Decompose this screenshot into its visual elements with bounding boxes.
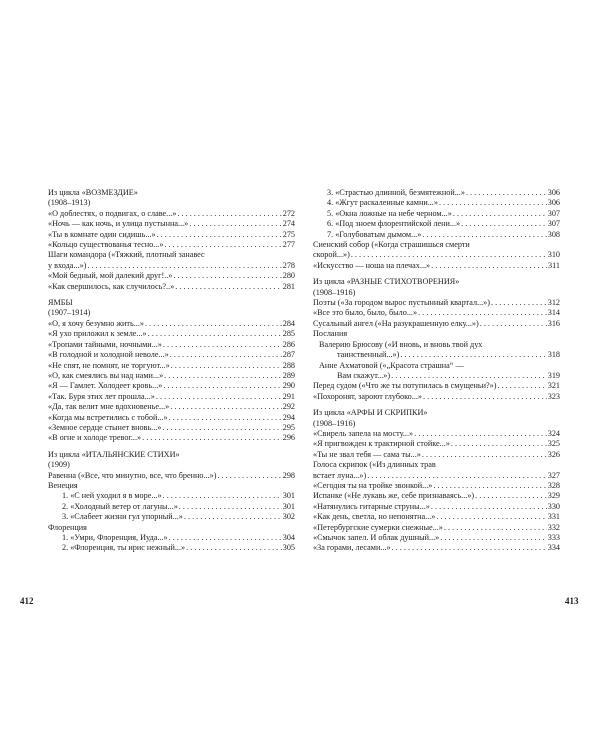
toc-entry-page: 291 <box>282 391 295 401</box>
toc-entry-page: 304 <box>282 533 295 542</box>
dot-leader <box>433 481 546 491</box>
toc-entry-title: 2. «Флоренция, ты ирис нежный...» <box>62 543 186 553</box>
toc-left-column <box>48 188 295 560</box>
dot-leader <box>431 261 547 271</box>
toc-entry-page: 318 <box>547 350 560 360</box>
dot-leader <box>422 230 546 240</box>
toc-entry <box>313 392 560 402</box>
dot-leader <box>175 282 282 292</box>
toc-entry-page: 326 <box>547 449 560 459</box>
page-number-left: 412 <box>20 596 34 606</box>
toc-entry-title: таинственный...») <box>337 350 400 360</box>
dot-leader <box>367 471 547 481</box>
toc-group-label: Флоренция <box>48 522 87 532</box>
toc-entry-page: 316 <box>547 318 560 328</box>
toc-entry <box>48 240 295 250</box>
dot-leader <box>177 209 281 219</box>
toc-entry-title: 1. «С ней уходил я в море...» <box>62 491 162 501</box>
dot-leader <box>169 533 282 543</box>
toc-entry-page: 278 <box>282 260 295 270</box>
toc-entry <box>48 543 295 553</box>
toc-entry <box>313 319 560 329</box>
toc-entry <box>48 350 295 360</box>
toc-entry-page: 308 <box>547 229 560 239</box>
dot-leader <box>148 329 282 339</box>
toc-entry-title: 5. «Окна ложные на небе черном...» <box>327 208 452 218</box>
toc-entry <box>48 261 295 271</box>
toc-entry-page: 324 <box>547 428 560 438</box>
toc-entry <box>48 319 295 329</box>
toc-section <box>48 450 295 554</box>
dot-leader <box>440 533 546 543</box>
dot-leader <box>461 219 547 229</box>
dot-leader <box>444 523 547 533</box>
toc-entry-title: «Так. Буря этих лет прошла...» <box>48 391 155 401</box>
toc-entry-title: встает луна...») <box>313 470 367 480</box>
dot-leader <box>497 381 546 391</box>
dot-leader <box>164 371 282 381</box>
toc-entry-title: «Смычок запел. И облак душный...» <box>313 533 440 542</box>
toc-entry <box>48 413 295 423</box>
toc-entry <box>48 512 295 522</box>
toc-entry-page: 290 <box>282 381 295 391</box>
toc-entry-page: 321 <box>547 381 560 391</box>
dot-leader <box>173 271 281 281</box>
toc-entry <box>313 523 560 533</box>
dot-leader <box>217 471 281 481</box>
toc-entry-title: Вам скажут...») <box>337 370 391 380</box>
toc-entry-title: «Я ухо приложил к земле...» <box>48 329 147 339</box>
dot-leader <box>391 371 547 381</box>
toc-section <box>48 298 295 444</box>
toc-entry-title: «Ты в комнате один сидишь...» <box>48 229 156 239</box>
toc-entry-page: 292 <box>282 402 295 412</box>
section-years: (1908–1916) <box>313 418 356 428</box>
toc-entry-page: 306 <box>547 198 560 208</box>
toc-entry-title: «Петербургские сумерки снежные...» <box>313 522 443 532</box>
section-heading: ЯМБЫ <box>48 298 73 308</box>
toc-entry-title: «За горами, лесами...» <box>313 543 391 553</box>
toc-entry-title: «Как день, светла, но непонятна...» <box>313 512 436 522</box>
section-heading: Из цикла «РАЗНЫЕ СТИХОТВОРЕНИЯ» <box>313 277 460 287</box>
toc-entry-title: 1. «Умри, Флоренция, Иуда...» <box>62 533 168 542</box>
toc-entry <box>48 282 295 292</box>
dot-leader <box>466 188 547 198</box>
dot-leader <box>439 198 547 208</box>
dot-leader <box>163 491 282 501</box>
toc-entry-page: 272 <box>282 208 295 218</box>
toc-entry-page: 294 <box>282 412 295 422</box>
toc-entry <box>313 219 560 229</box>
toc-entry-title: «Кольцо существованья тесно...» <box>48 240 164 250</box>
toc-group-label: Послания <box>313 329 348 339</box>
toc-entry <box>313 261 560 271</box>
toc-entry-title: 3. «Страстью длинной, безмятежной...» <box>327 188 465 197</box>
toc-entry <box>313 250 560 260</box>
toc-entry <box>48 471 295 481</box>
toc-entry-title: «В голодной и холодной неволе...» <box>48 350 169 360</box>
toc-entry-title: «В огне и холоде тревог...» <box>48 433 142 443</box>
dot-leader <box>163 381 281 391</box>
toc-entry-title: «Да, так велит мне вдохновенье...» <box>48 402 170 412</box>
toc-entry <box>313 439 560 449</box>
toc-entry-page: 285 <box>282 329 295 339</box>
toc-section <box>48 188 295 292</box>
toc-entry-page: 306 <box>547 188 560 197</box>
toc-entry <box>48 491 295 501</box>
toc-entry <box>313 491 560 501</box>
dot-leader <box>142 433 282 443</box>
toc-entry-page: 333 <box>547 533 560 542</box>
toc-entry-page: 280 <box>282 271 295 281</box>
dot-leader <box>162 423 281 433</box>
dot-leader <box>145 319 282 329</box>
toc-entry-first-line: Валерию Брюсову («И вновь, и вновь твой дух <box>319 339 483 349</box>
toc-entry <box>48 371 295 381</box>
toc-entry-title: «Я пригвожден к трактирной стойке...» <box>313 439 450 449</box>
toc-entry <box>313 429 560 439</box>
section-years: (1908–1913) <box>48 198 91 208</box>
toc-entry-title: «О доблестях, о подвигах, о славе...» <box>48 208 177 218</box>
dot-leader <box>156 392 282 402</box>
toc-entry-page: 305 <box>282 543 295 553</box>
toc-entry-page: 287 <box>282 350 295 360</box>
toc-entry-page: 275 <box>282 229 295 239</box>
toc-entry-page: 302 <box>282 512 295 522</box>
dot-leader <box>157 230 282 240</box>
dot-leader <box>418 308 547 318</box>
section-heading: Из цикла «ИТАЛЬЯНСКИЕ СТИХИ» <box>48 449 180 459</box>
toc-entry-title: «Как свершилось, как случилось?..» <box>48 281 175 291</box>
toc-entry-page: 289 <box>282 370 295 380</box>
toc-entry-title: «Ты не звал тебя — сама ты...» <box>313 449 421 459</box>
section-heading: Из цикла «АРФЫ И СКРИПКИ» <box>313 408 428 418</box>
dot-leader <box>453 209 547 219</box>
toc-entry-title: «Когда мы встретились с тобой...» <box>48 412 168 422</box>
toc-entry-title: «Мой бедный, мой далекий друг!..» <box>48 271 173 281</box>
dot-leader <box>491 298 547 308</box>
toc-entry <box>313 209 560 219</box>
toc-entry-page: 314 <box>547 308 560 318</box>
dot-leader <box>170 402 281 412</box>
toc-entry-title: «Земное сердце стынет вновь...» <box>48 422 162 432</box>
toc-entry <box>313 450 560 460</box>
toc-entry-page: 277 <box>282 240 295 250</box>
toc-entry <box>48 533 295 543</box>
toc-entry <box>48 219 295 229</box>
toc-entry <box>313 188 560 198</box>
toc-right-column <box>313 188 560 560</box>
dot-leader <box>351 250 547 260</box>
toc-entry-title: Сусальный ангел («На разукрашенную елку...») <box>313 318 479 328</box>
toc-entry-title: у входа...») <box>48 260 87 270</box>
toc-entry <box>313 230 560 240</box>
toc-entry <box>48 361 295 371</box>
dot-leader <box>475 491 547 501</box>
dot-leader <box>169 413 282 423</box>
toc-entry-page: 286 <box>282 339 295 349</box>
toc-entry <box>48 381 295 391</box>
toc-entry-title: Перед судом («Что же ты потупилась в смущеньи?») <box>313 381 497 391</box>
toc-entry <box>48 230 295 240</box>
toc-entry <box>313 471 560 481</box>
toc-entry-page: 327 <box>547 470 560 480</box>
toc-entry-page: 311 <box>548 260 560 270</box>
toc-entry-title: «О, я хочу безумно жить...» <box>48 318 144 328</box>
toc-entry-title: «О, как смеялись вы над нами...» <box>48 370 164 380</box>
toc-entry-title: «Свирель запела на мосту...» <box>313 428 414 438</box>
toc-entry-page: 295 <box>282 422 295 432</box>
toc-entry-title: Равенна («Все, что минутно, все, что бренно...») <box>48 470 217 480</box>
toc-entry <box>313 198 560 208</box>
section-years: (1909) <box>48 460 70 470</box>
section-years: (1908–1916) <box>313 287 356 297</box>
toc-entry-page: 319 <box>547 370 560 380</box>
dot-leader <box>422 450 547 460</box>
dot-leader <box>170 350 282 360</box>
dot-leader <box>164 240 281 250</box>
toc-entry-page: 296 <box>282 433 295 443</box>
toc-entry <box>313 308 560 318</box>
toc-entry-page: 307 <box>547 219 560 229</box>
toc-group-label: Венеция <box>48 480 78 490</box>
toc-entry-title: «Ночь — как ночь, и улица пустынна...» <box>48 219 189 229</box>
toc-entry <box>313 533 560 543</box>
toc-entry-title: скорой...») <box>313 250 350 260</box>
toc-entry-page: 301 <box>282 501 295 511</box>
toc-entry-page: 323 <box>547 391 560 401</box>
dot-leader <box>436 512 546 522</box>
toc-entry-page: 274 <box>282 219 295 229</box>
toc-entry <box>48 402 295 412</box>
toc-entry-title: 2. «Холодный ветер от лагуны...» <box>62 501 178 511</box>
toc-entry-first-line: Голоса скрипок («Из длинных трав <box>313 460 436 470</box>
toc-entry-title: 6. «Под зноем флорентийской лени...» <box>327 219 461 229</box>
dot-leader <box>87 261 281 271</box>
toc-entry <box>313 543 560 553</box>
toc-entry <box>48 433 295 443</box>
toc-entry <box>313 350 560 360</box>
dot-leader <box>480 319 547 329</box>
toc-entry-title: «Я — Гамлет. Холодеет кровь...» <box>48 381 163 391</box>
toc-entry-page: 331 <box>547 512 560 522</box>
toc-entry <box>313 381 560 391</box>
toc-entry-page: 281 <box>282 281 295 291</box>
toc-entry-title: «Похоронят, зароют глубоко...» <box>313 391 423 401</box>
toc-entry-page: 307 <box>547 208 560 218</box>
toc-entry <box>313 502 560 512</box>
toc-entry <box>313 512 560 522</box>
toc-section <box>313 277 560 402</box>
toc-entry <box>313 481 560 491</box>
toc-entry-first-line: Сиенский собор («Когда страшишься смерти <box>313 240 470 250</box>
page-number-right: 413 <box>565 596 579 606</box>
toc-entry-title: «Искусство — ноша на плечах...» <box>313 260 431 270</box>
toc-entry-title: 7. «Голубоватым дымом...» <box>327 229 422 239</box>
toc-entry-page: 330 <box>547 501 560 511</box>
toc-entry-title: Поэты («За городом вырос пустынный квартал...») <box>313 298 490 308</box>
toc-entry-page: 298 <box>282 470 295 480</box>
dot-leader <box>423 392 547 402</box>
dot-leader <box>184 512 282 522</box>
dot-leader <box>186 543 282 553</box>
dot-leader <box>179 502 282 512</box>
toc-entry <box>48 340 295 350</box>
toc-entry-page: 288 <box>282 360 295 370</box>
toc-entry <box>48 392 295 402</box>
toc-entry-page: 325 <box>547 439 560 449</box>
toc-section <box>313 188 560 271</box>
toc-entry-page: 284 <box>282 318 295 328</box>
dot-leader <box>392 543 547 553</box>
dot-leader <box>451 439 547 449</box>
dot-leader <box>431 502 547 512</box>
toc-entry-title: «Все это было, было, было...» <box>313 308 418 318</box>
toc-entry-first-line: Анне Ахматовой («„Красота страшна“ — <box>319 360 464 370</box>
section-heading: Из цикла «ВОЗМЕЗДИЕ» <box>48 188 138 197</box>
toc-entry <box>48 502 295 512</box>
toc-entry <box>313 371 560 381</box>
toc-entry <box>48 271 295 281</box>
toc-entry <box>48 329 295 339</box>
section-years: (1907–1914) <box>48 308 91 318</box>
toc-entry-title: «Натянулись гитарные струны...» <box>313 501 430 511</box>
dot-leader <box>171 361 282 371</box>
toc-entry-title: 4. «Жгут раскаленные камни...» <box>327 198 438 208</box>
dot-leader <box>414 429 547 439</box>
toc-entry-title: «Тропами тайными, ночными...» <box>48 339 162 349</box>
toc-entry-page: 301 <box>282 491 295 501</box>
toc-entry-page: 332 <box>547 522 560 532</box>
dot-leader <box>163 340 282 350</box>
toc-entry-page: 310 <box>547 250 560 260</box>
toc-entry-page: 334 <box>547 543 560 553</box>
toc-entry-page: 328 <box>547 480 560 490</box>
toc-entry-first-line: Шаги командора («Тяжкий, плотный занавес <box>48 250 205 260</box>
toc-section <box>313 408 560 554</box>
toc-entry-page: 329 <box>547 491 560 501</box>
toc-entry-title: 3. «Слабеет жизни гул упорный...» <box>62 512 183 522</box>
toc-entry-page: 312 <box>547 298 560 308</box>
toc-entry-title: «Не спят, не помнят, не торгуют...» <box>48 360 170 370</box>
toc-entry-title: «Сегодня ты на тройке звонкой...» <box>313 480 433 490</box>
toc-entry-title: Испанке («Не лукавь же, себе признаваясь...») <box>313 491 475 501</box>
dot-leader <box>189 219 281 229</box>
toc-entry <box>48 423 295 433</box>
toc-entry <box>313 298 560 308</box>
toc-entry <box>48 209 295 219</box>
dot-leader <box>400 350 546 360</box>
